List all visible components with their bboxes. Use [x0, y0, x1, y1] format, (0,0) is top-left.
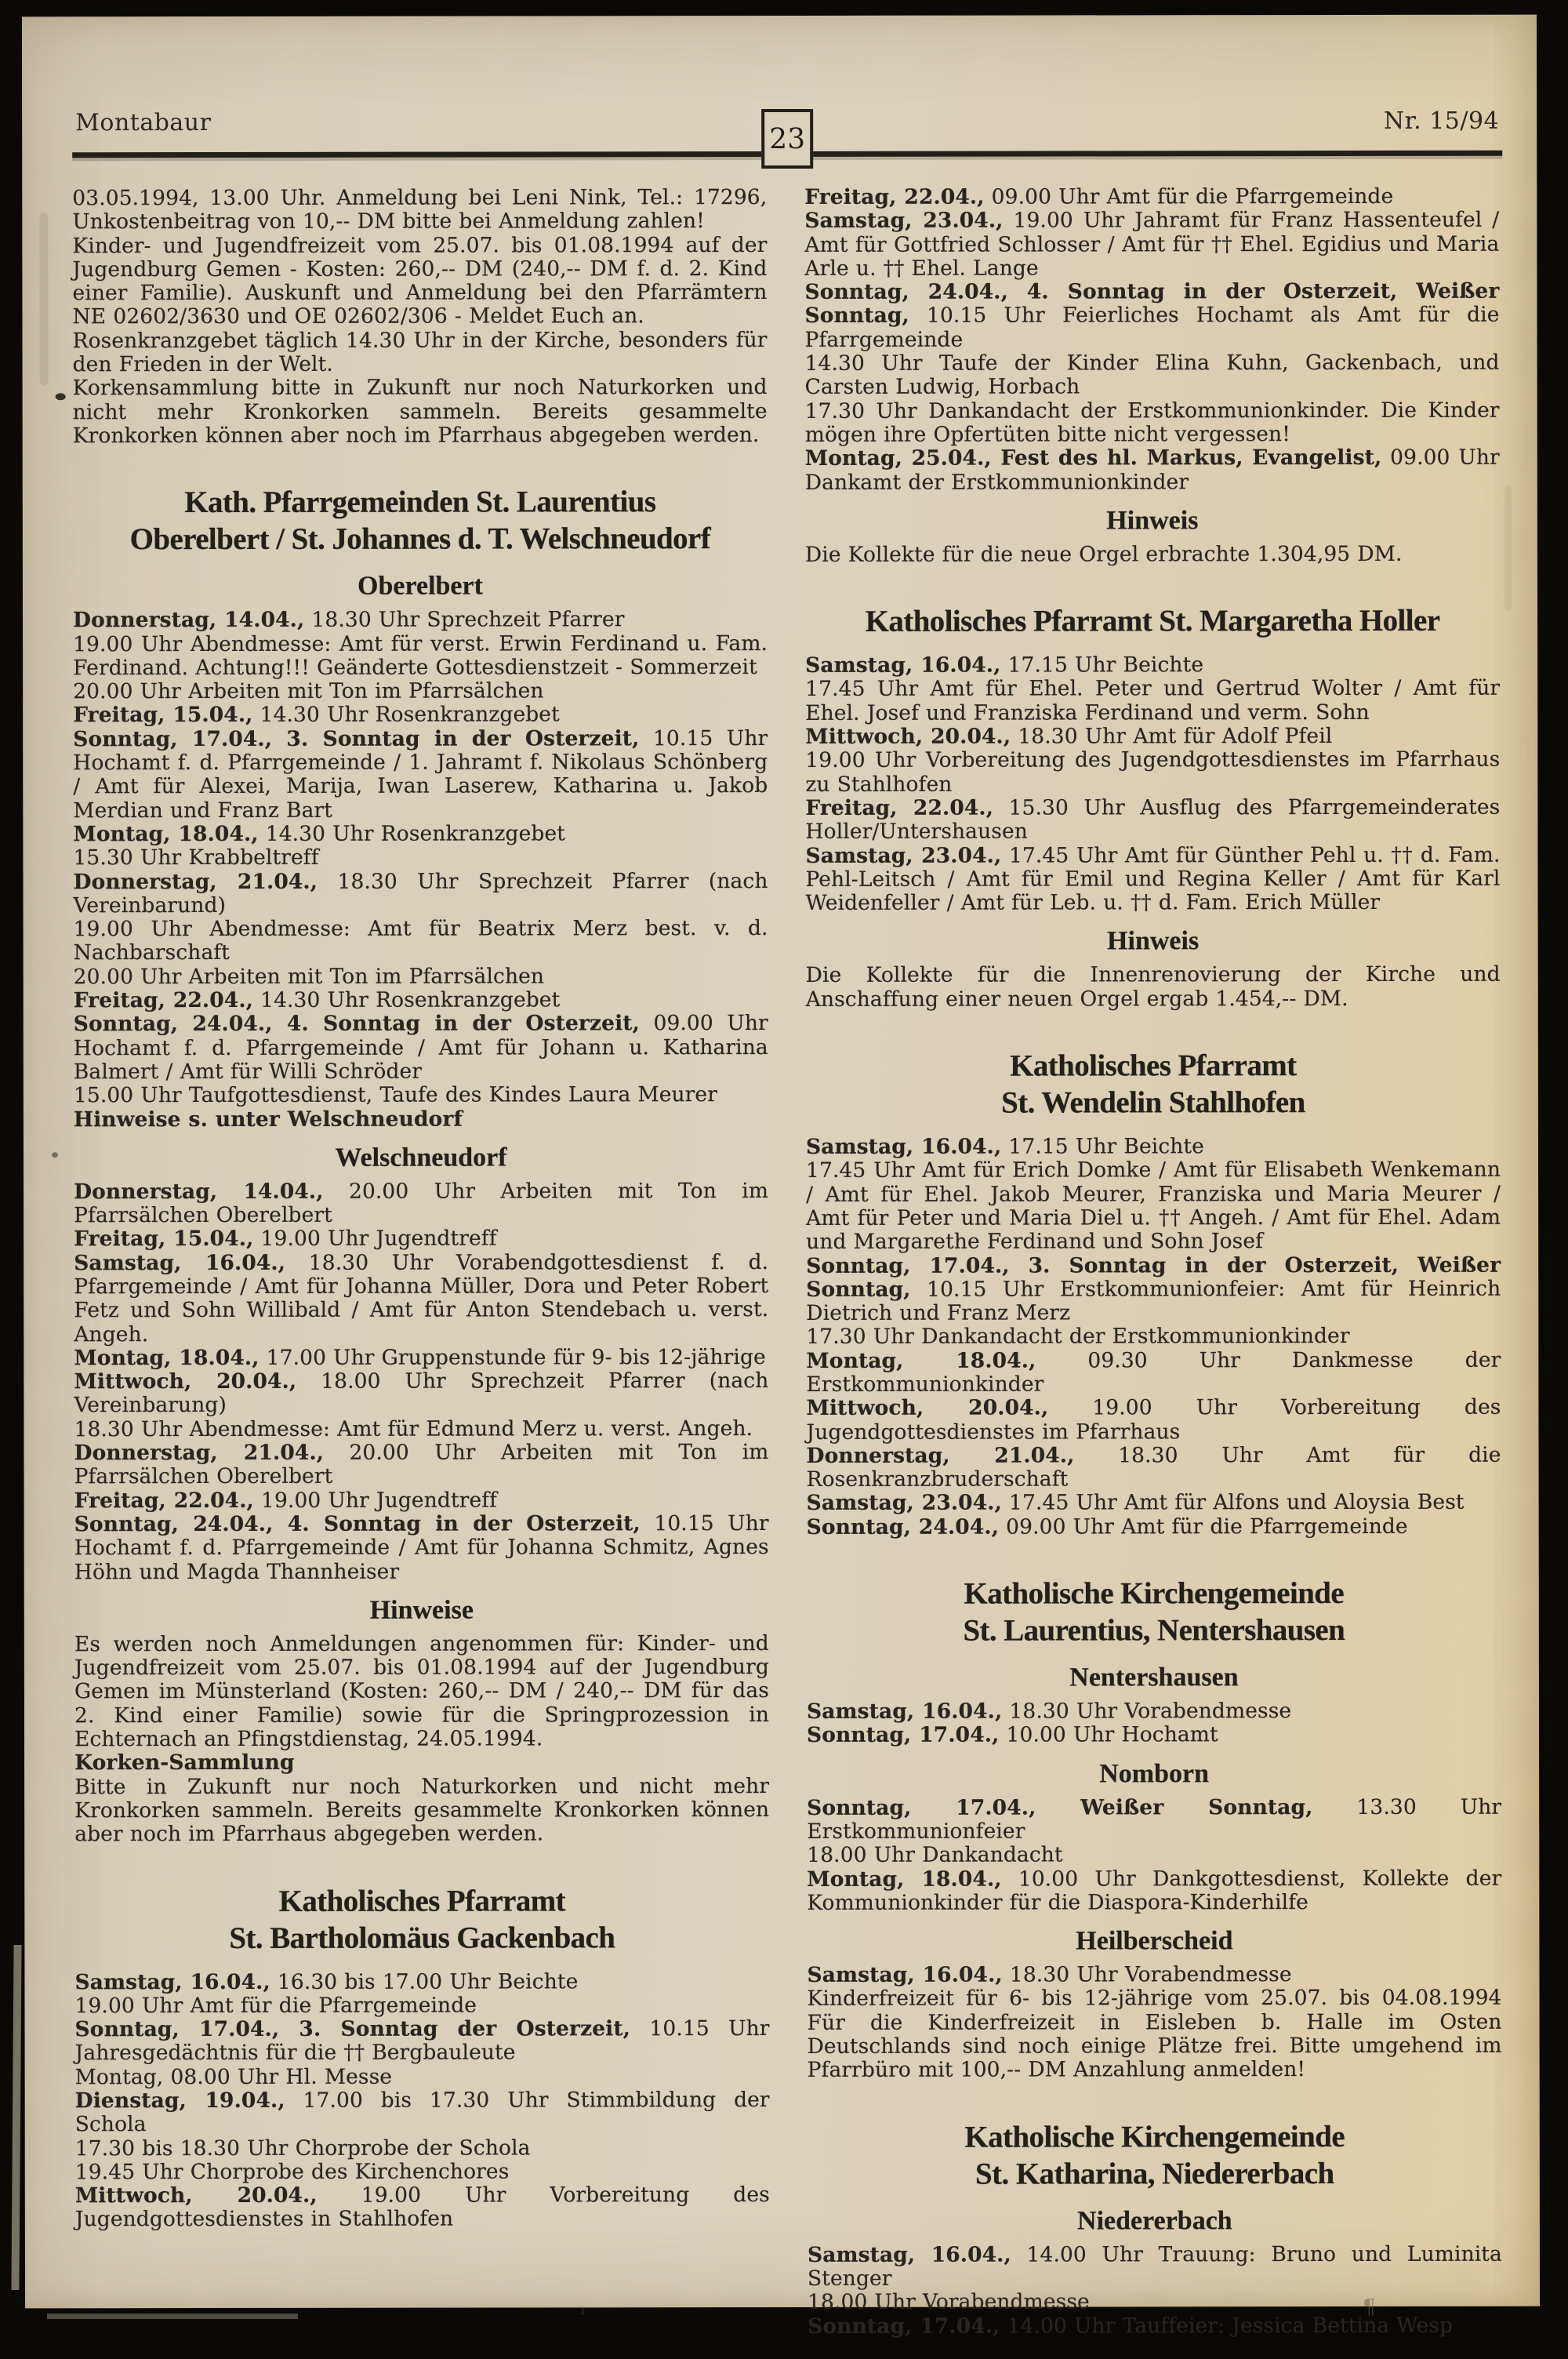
section-heading-line: St. Laurentius, Nentershausen [963, 1613, 1345, 1648]
entry-text: 09.00 Uhr Amt für die Pfarrgemeinde [984, 184, 1394, 209]
schedule-entry [75, 2065, 770, 2090]
bleedthrough-mark: ¶ [1363, 2295, 1376, 2319]
entry-date-bold: Korken-Sammlung [74, 1750, 295, 1776]
schedule-entry [807, 1514, 1501, 1539]
schedule-entry [75, 2160, 770, 2185]
schedule-entry [806, 1158, 1501, 1254]
entry-text: 15.30 Uhr Krabbeltreff [73, 845, 319, 871]
entry-text: 03.05.1994, 13.00 Uhr. Anmeldung bei Leni Nink, Tel.: 17296, Unkostenbeitrag von 10,-- DM bitte bei Anmeldung zahlen! [72, 185, 768, 234]
entry-date-bold: Samstag, 16.04., [805, 652, 1001, 678]
entry-date-bold: Donnerstag, 21.04., [74, 1440, 325, 1466]
entry-date-bold: Mittwoch, 20.04., [805, 724, 1011, 750]
entry-text: 10.15 Uhr Erstkommunionfeier: Amt für Heinrich Dietrich und Franz Merz [806, 1276, 1501, 1326]
schedule-entry [74, 1227, 768, 1252]
entry-text: 10.15 Uhr Jahresgedächtnis für die †† Bergbauleute [74, 2016, 770, 2066]
entry-text: 19.00 Uhr Vorbereitung des Jugendgottesdienstes im Pfarrhaus zu Stahlhofen [805, 747, 1501, 797]
two-column-layout [72, 185, 1505, 2339]
entry-text: 17.15 Uhr Beichte [1001, 1134, 1204, 1159]
entry-date-bold: Sonntag, 17.04., 3. Sonntag in der Osterzeit, Weißer Sonntag, [806, 1252, 1501, 1302]
schedule-entry [805, 843, 1500, 915]
page-edge-highlight [47, 2314, 298, 2319]
entry-date-bold: Sonntag, 17.04., 3. Sonntag der Osterzeit, [74, 2016, 631, 2042]
entry-date-bold: Montag, 25.04., Fest des hl. Markus, Evangelist, [804, 445, 1382, 471]
entry-date-bold: Mittwoch, 20.04., [74, 1369, 297, 1394]
scan-smudge [39, 213, 48, 385]
schedule-entry [75, 2136, 770, 2161]
schedule-entry [807, 1866, 1501, 1915]
schedule-entry [805, 398, 1500, 447]
section-heading [806, 1047, 1501, 1121]
entry-text: 10.15 Uhr Hochamt f. d. Pfarrgemeinde / Amt für Johanna Schmitz, Agnes Höhn und Magda Thannheiser [74, 1510, 769, 1584]
entry-date-bold: Samstag, 16.04., [806, 1699, 1003, 1725]
schedule-entry [73, 703, 768, 728]
schedule-entry [805, 748, 1500, 797]
entry-text: 14.30 Uhr Taufe der Kinder Elina Kuhn, Gackenbach, und Carsten Ludwig, Horbach [804, 350, 1500, 400]
schedule-entry [806, 1348, 1501, 1397]
schedule-entry [74, 1107, 768, 1132]
schedule-entry [807, 1963, 1501, 1988]
schedule-entry [74, 1970, 769, 1995]
schedule-entry [72, 234, 767, 329]
entry-date-bold: Freitag, 22.04., [804, 184, 985, 209]
subheading: Nomborn [1099, 1758, 1210, 1789]
schedule-entry [807, 1795, 1501, 1844]
bleedthrough-mark: ı [580, 2299, 586, 2319]
entry-text: Kinder- und Jugendfreizeit vom 25.07. bis 01.08.1994 auf der Jugendburg Gemen - Kosten: 260,-- DM (240,-- DM f. d. 2. Kind einer Familie). Auskunft und Anmeldung bei den Pfarrämtern NE 02602/3630 und OE 02602/306 - Meldet Euch an. [72, 232, 768, 329]
entry-text: 18.30 Uhr Amt für die Rosenkranzbruderschaft [806, 1442, 1501, 1492]
entry-text: 09.30 Uhr Dankmesse der Erstkommunionkinder [806, 1347, 1501, 1397]
entry-date-bold: Sonntag, 17.04., 3. Sonntag in der Osterzeit, [73, 726, 640, 752]
entry-text: 18.30 Uhr Sprechzeit Pfarrer [304, 607, 625, 633]
subheading: Hinweise [369, 1595, 474, 1625]
schedule-entry [74, 1775, 769, 1847]
schedule-entry [75, 2088, 770, 2137]
entry-date-bold: Samstag, 16.04., [74, 1250, 286, 1275]
entry-date-bold: Hinweise s. unter Welschneudorf [73, 1107, 463, 1132]
schedule-entry [74, 1346, 768, 1371]
entry-date-bold: Dienstag, 19.04., [74, 2088, 285, 2114]
entry-text: 14.30 Uhr Rosenkranzgebet [258, 821, 565, 846]
entry-date-bold: Montag, 18.04., [806, 1348, 1036, 1373]
entry-text: 13.30 Uhr Erstkommunionfeier [807, 1794, 1502, 1844]
schedule-entry [74, 1251, 768, 1347]
schedule-entry [807, 1843, 1501, 1868]
entry-text: 15.30 Uhr Ausflug des Pfarrgemeinderates Holler/Untershausen [805, 794, 1501, 845]
page-number: 23 [769, 122, 806, 155]
schedule-entry [73, 329, 768, 377]
section-heading-line: Katholisches Pfarramt [278, 1883, 566, 1918]
entry-text: 19.00 Uhr Abendmesse: Amt für verst. Erwin Ferdinand u. Fam. Ferdinand. Achtung!!! Geänderte Gottesdienstzeit - Sommerzeit [73, 631, 768, 681]
entry-text: Montag, 08.00 Uhr Hl. Messe [74, 2064, 393, 2089]
entry-date-bold: Sonntag, 24.04., [806, 1514, 1000, 1539]
schedule-entry [73, 845, 768, 871]
entry-text: Rosenkranzgebet täglich 14.30 Uhr in der Kirche, besonders für den Frieden in der Welt. [72, 327, 768, 377]
page-number-box [761, 109, 813, 169]
entry-text: 19.00 Uhr Vorbereitung des Jugendgottesdienstes im Pfarrhaus [806, 1394, 1501, 1445]
schedule-entry [805, 677, 1500, 725]
section-heading-line: Oberelbert / St. Johannes d. T. Welschneudorf [129, 522, 711, 557]
entry-date-bold: Donnerstag, 21.04., [73, 869, 318, 894]
schedule-entry [73, 376, 768, 448]
schedule-entry [804, 280, 1499, 352]
entry-text: 20.00 Uhr Arbeiten mit Ton im Pfarrsälchen Oberelbert [74, 1440, 769, 1489]
schedule-entry [805, 543, 1500, 568]
page-content [22, 107, 1540, 2340]
schedule-entry [808, 2290, 1502, 2315]
entry-text: Es werden noch Anmeldungen angenommen für: Kinder- und Jugendfreizeit vom 25.07. bis 01.08.1994 auf der Jugendburg Gemen im Münsterland (Kosten: 260,-- DM / 240,-- DM für das 2. Kind einer Familie) sowie für die Springprozession in Echternach an Pfingstdienstag, 24.05.1994. [74, 1630, 770, 1752]
entry-text: 20.00 Uhr Arbeiten mit Ton im Pfarrsälchen Oberelbert [74, 1178, 769, 1228]
schedule-entry [73, 870, 768, 918]
section-heading [808, 2117, 1502, 2192]
left-column [72, 186, 770, 2339]
header-location: Montabaur [75, 109, 212, 137]
section-heading [73, 483, 768, 558]
schedule-entry [74, 1488, 769, 1514]
entry-date-bold: Sonntag, 24.04., 4. Sonntag in der Osterzeit, [73, 1011, 640, 1037]
entry-text: 18.30 Uhr Vorabendgottesdienst f. d. Pfarrgemeinde / Amt für Johanna Müller, Dora und Peter Robert Fetz und Sohn Willibald / Amt für Anton Stendebach u. verst. Angeh. [74, 1249, 769, 1347]
entry-date-bold: Samstag, 16.04., [807, 2242, 1011, 2267]
entry-text: 17.45 Uhr Amt für Erich Domke / Amt für Elisabeth Wenkemann / Amt für Ehel. Jakob Meurer, Franziska und Maria Meurer / Amt für Peter und Maria Diel u. †† Angeh. / Amt für Ehel. Adam und Margarethe Ferdinand und Sohn Josef [805, 1158, 1501, 1255]
schedule-entry [805, 653, 1500, 678]
entry-text: 10.15 Uhr Hochamt f. d. Pfarrgemeinde / 1. Jahramt f. Nikolaus Schönberg / Amt für Alexei, Marija, Iwan Laserew, Katharina u. Jakob Merdian und Franz Bart [73, 725, 768, 823]
section-heading-line: St. Wendelin Stahlhofen [1001, 1085, 1305, 1120]
schedule-entry [806, 1135, 1501, 1160]
entry-text: 20.00 Uhr Arbeiten mit Ton im Pfarrsälchen [73, 964, 545, 989]
schedule-entry [74, 917, 768, 965]
entry-text: 18.00 Uhr Dankandacht [807, 1842, 1063, 1868]
section-heading [805, 602, 1500, 640]
subheading: Oberelbert [358, 571, 483, 602]
entry-date-bold: Samstag, 16.04., [807, 1962, 1003, 1988]
entry-text: 09.00 Uhr Hochamt f. d. Pfarrgemeinde / Amt für Johann u. Katharina Balmert / Amt für Willi Schröder [73, 1011, 768, 1085]
entry-date-bold: Montag, 18.04., [74, 1345, 260, 1371]
entry-text: 17.30 bis 18.30 Uhr Chorprobe der Schola [74, 2135, 531, 2161]
entry-text: 17.45 Uhr Amt für Alfons und Aloysia Best [1001, 1490, 1465, 1516]
schedule-entry [74, 1750, 769, 1776]
schedule-entry [74, 1369, 768, 1418]
right-column [804, 185, 1502, 2339]
entry-text: 14.00 Uhr Trauung: Bruno und Luminita Stenger [807, 2241, 1502, 2291]
subheading: Welschneudorf [335, 1143, 507, 1172]
entry-text: 10.00 Uhr Hochamt [999, 1722, 1218, 1747]
entry-text: 17.30 Uhr Dankandacht der Erstkommunionkinder. Die Kinder mögen ihre Opfertüten bitte nicht vergessen! [804, 398, 1500, 447]
entry-text: 19.00 Uhr Jugendtreff [253, 1226, 497, 1252]
subheading: Hinweis [1107, 926, 1200, 956]
schedule-entry [74, 1994, 769, 2019]
schedule-entry [808, 2242, 1502, 2291]
schedule-entry [73, 822, 768, 847]
entry-text: 19.00 Uhr Jugendtreff [253, 1488, 498, 1513]
entry-text: 18.30 Uhr Amt für Adolf Pfeil [1011, 724, 1333, 749]
entry-date-bold: Freitag, 15.04., [73, 703, 253, 728]
schedule-entry [74, 1012, 768, 1084]
entry-text: Bitte in Zukunft nur noch Naturkorken und nicht mehr Kronkorken sammeln. Bereits gesammelte Kronkorken können aber noch im Pfarrhaus abgegeben werden. [74, 1773, 770, 1847]
entry-text: 18.30 Uhr Sprechzeit Pfarrer (nach Vereinbarund) [73, 868, 768, 918]
document-page [22, 15, 1540, 2339]
entry-text: Die Kollekte für die neue Orgel erbrachte 1.304,95 DM. [804, 541, 1403, 567]
entry-text: Korkensammlung bitte in Zukunft nur noch Naturkorken und nicht mehr Kronkorken sammeln. Bereits gesammelte Kronkorken können aber noch im Pfarrhaus abgegeben werden. [72, 375, 768, 449]
schedule-entry [806, 1253, 1501, 1325]
entry-text: 14.30 Uhr Rosenkranzgebet [252, 702, 560, 728]
schedule-entry [805, 351, 1500, 400]
entry-date-bold: Sonntag, 24.04., 4. Sonntag in der Osterzeit, [74, 1511, 641, 1537]
entry-text: 16.30 bis 17.00 Uhr Beichte [270, 1968, 579, 1994]
section-heading [807, 1575, 1501, 1649]
entry-text: 17.00 bis 17.30 Uhr Stimmbildung der Schola [74, 2088, 770, 2137]
entry-text: 19.00 Uhr Jahramt für Franz Hassenteufel / Amt für Gottfried Schlosser / Amt für †† Ehel. Egidius und Maria Arle u. †† Ehel. Lange [804, 208, 1500, 281]
entry-text: 09.00 Uhr Dankamt der Erstkommunionkinder [804, 445, 1500, 495]
entry-date-bold: Freitag, 22.04., [73, 987, 253, 1013]
entry-text: 20.00 Uhr Arbeiten mit Ton im Pfarrsälchen [73, 678, 544, 704]
entry-date-bold: Donnerstag, 14.04., [73, 608, 305, 633]
schedule-entry [806, 963, 1501, 1012]
entry-date-bold: Donnerstag, 14.04., [74, 1179, 324, 1205]
entry-date-bold: Sonntag, 24.04., 4. Sonntag in der Osterzeit, Weißer Sonntag, [804, 278, 1500, 329]
schedule-entry [808, 2314, 1502, 2339]
schedule-entry [73, 608, 768, 633]
section-heading-line: St. Katharina, Niedererbach [975, 2156, 1334, 2191]
entry-date-bold: Freitag, 22.04., [74, 1488, 254, 1513]
section-heading-line: Katholische Kirchengemeinde [964, 1576, 1345, 1611]
schedule-entry [807, 1699, 1501, 1725]
schedule-entry [74, 1512, 769, 1584]
entry-text: 18.00 Uhr Sprechzeit Pfarrer (nach Vereinbarung) [74, 1369, 769, 1418]
entry-text: 10.00 Uhr Dankgottesdienst, Kollekte der Kommunionkinder für die Diaspora-Kinderhilfe [807, 1866, 1502, 1915]
schedule-entry [806, 1325, 1501, 1350]
schedule-entry [805, 796, 1500, 845]
section-heading-line: Kath. Pfarrgemeinden St. Laurentius [184, 485, 656, 520]
entry-text: 19.00 Uhr Vorbereitung des Jugendgottesdienstes in Stahlhofen [74, 2183, 770, 2232]
entry-date-bold: Samstag, 23.04., [805, 843, 1002, 868]
schedule-entry [73, 679, 768, 704]
section-heading-line: Katholisches Pfarramt St. Margaretha Holler [865, 603, 1440, 639]
entry-text: 19.00 Uhr Amt für die Pfarrgemeinde [74, 1993, 477, 2019]
schedule-entry [74, 1417, 768, 1442]
entry-date-bold: Montag, 18.04., [807, 1866, 1002, 1892]
entry-text: 14.30 Uhr Rosenkranzgebet [252, 987, 561, 1012]
schedule-entry [73, 727, 768, 823]
entry-text: 17.15 Uhr Beichte [1000, 652, 1204, 678]
schedule-entry [807, 1491, 1501, 1516]
schedule-entry [75, 2017, 770, 2066]
entry-date-bold: Samstag, 23.04., [804, 208, 1004, 234]
entry-text: 17.45 Uhr Amt für Günther Pehl u. †† d. Fam. Pehl-Leitsch / Amt für Emil und Regina Keller / Amt für Karl Weidenfeller / Amt für Leb. u. †† d. Fam. Erich Müller [805, 842, 1501, 916]
entry-text: 19.45 Uhr Chorprobe des Kirchenchores [74, 2159, 510, 2185]
subheading: Nentershausen [1069, 1663, 1239, 1692]
schedule-entry [807, 1723, 1501, 1748]
schedule-entry [806, 1396, 1501, 1445]
schedule-entry [73, 632, 768, 681]
schedule-entry [805, 446, 1500, 495]
subheading: Niedererbach [1077, 2205, 1232, 2236]
entry-date-bold: Samstag, 16.04., [74, 1969, 270, 1994]
subheading: Heilberscheid [1076, 1926, 1233, 1956]
entry-date-bold: Samstag, 23.04., [806, 1491, 1002, 1516]
entry-date-bold: Mittwoch, 20.04., [74, 2183, 318, 2208]
section-heading-line: St. Bartholomäus Gackenbach [229, 1920, 615, 1955]
schedule-entry [74, 1441, 768, 1489]
section-heading-line: Katholisches Pfarramt [1010, 1049, 1297, 1083]
entry-text: 10.15 Uhr Feierliches Hochamt als Amt für die Pfarrgemeinde [804, 303, 1500, 352]
schedule-entry [804, 209, 1499, 281]
entry-date-bold: Samstag, 16.04., [805, 1134, 1002, 1159]
schedule-entry [807, 1986, 1501, 2082]
entry-date-bold: Donnerstag, 21.04., [806, 1443, 1075, 1468]
header-issue-number: Nr. 15/94 [1383, 107, 1500, 135]
entry-date-bold: Montag, 18.04., [73, 821, 259, 847]
schedule-entry [807, 1444, 1501, 1492]
entry-date-bold: Freitag, 22.04., [805, 795, 994, 820]
scan-smudge [1504, 485, 1512, 611]
entry-date-bold: Sonntag, 17.04., [808, 2314, 1000, 2339]
entry-date-bold: Sonntag, 17.04., [807, 1722, 1000, 1748]
schedule-entry [74, 1632, 769, 1752]
section-heading [74, 1882, 769, 1957]
entry-text: 19.00 Uhr Abendmesse: Amt für Beatrix Merz best. v. d. Nachbarschaft [73, 916, 768, 965]
entry-text: 18.00 Uhr Vorabendmesse [808, 2289, 1090, 2315]
entry-date-bold: Mittwoch, 20.04., [806, 1395, 1049, 1421]
entry-text: 09.00 Uhr Amt für die Pfarrgemeinde [999, 1514, 1408, 1539]
schedule-entry [74, 1083, 768, 1108]
schedule-entry [74, 965, 768, 990]
page-edge-highlight [11, 1945, 21, 2290]
entry-text: 18.30 Uhr Abendmesse: Amt für Edmund Merz u. verst. Angeh. [74, 1416, 753, 1442]
entry-text: 18.30 Uhr Vorabendmesse [1002, 1962, 1292, 1987]
entry-date-bold: Sonntag, 17.04., Weißer Sonntag, [807, 1794, 1313, 1820]
entry-text: Kinderfreizeit für 6- bis 12-jährige vom 25.07. bis 04.08.1994 Für die Kinderfreizeit in Eisleben b. Halle im Osten Deutschlands sind noch einige Plätze frei. Bitte umgehend im Pfarrbüro mit 100,-- DM Anzahlung anmelden! [807, 1986, 1502, 2083]
schedule-entry [805, 725, 1500, 750]
entry-text: 15.00 Uhr Taufgottesdienst, Taufe des Kindes Laura Meurer [73, 1082, 717, 1108]
subheading: Hinweis [1106, 506, 1199, 536]
schedule-entry [804, 185, 1499, 210]
entry-text: 14.00 Uhr Tauffeier: Jessica Bettina Wesp [1000, 2313, 1454, 2339]
schedule-entry [75, 2183, 770, 2232]
schedule-entry [74, 1180, 768, 1228]
scan-speck [56, 393, 66, 400]
scan-speck [52, 1152, 58, 1158]
entry-text: Die Kollekte für die Innenrenovierung der Kirche und Anschaffung einer neuen Orgel ergab 1.454,-- DM. [805, 962, 1501, 1012]
entry-text: 17.30 Uhr Dankandacht der Erstkommunionkinder [806, 1324, 1350, 1350]
schedule-entry [72, 186, 767, 234]
schedule-entry [74, 988, 768, 1013]
entry-date-bold: Freitag, 15.04., [74, 1227, 254, 1252]
entry-text: 18.30 Uhr Vorabendmesse [1002, 1699, 1292, 1724]
section-heading-line: Katholische Kirchengemeinde [964, 2119, 1345, 2154]
entry-text: 17.45 Uhr Amt für Ehel. Peter und Gertrud Wolter / Amt für Ehel. Josef und Franziska Ferdinand und verm. Sohn [805, 676, 1501, 725]
entry-text: 17.00 Uhr Gruppenstunde für 9- bis 12-jährige [259, 1344, 766, 1370]
